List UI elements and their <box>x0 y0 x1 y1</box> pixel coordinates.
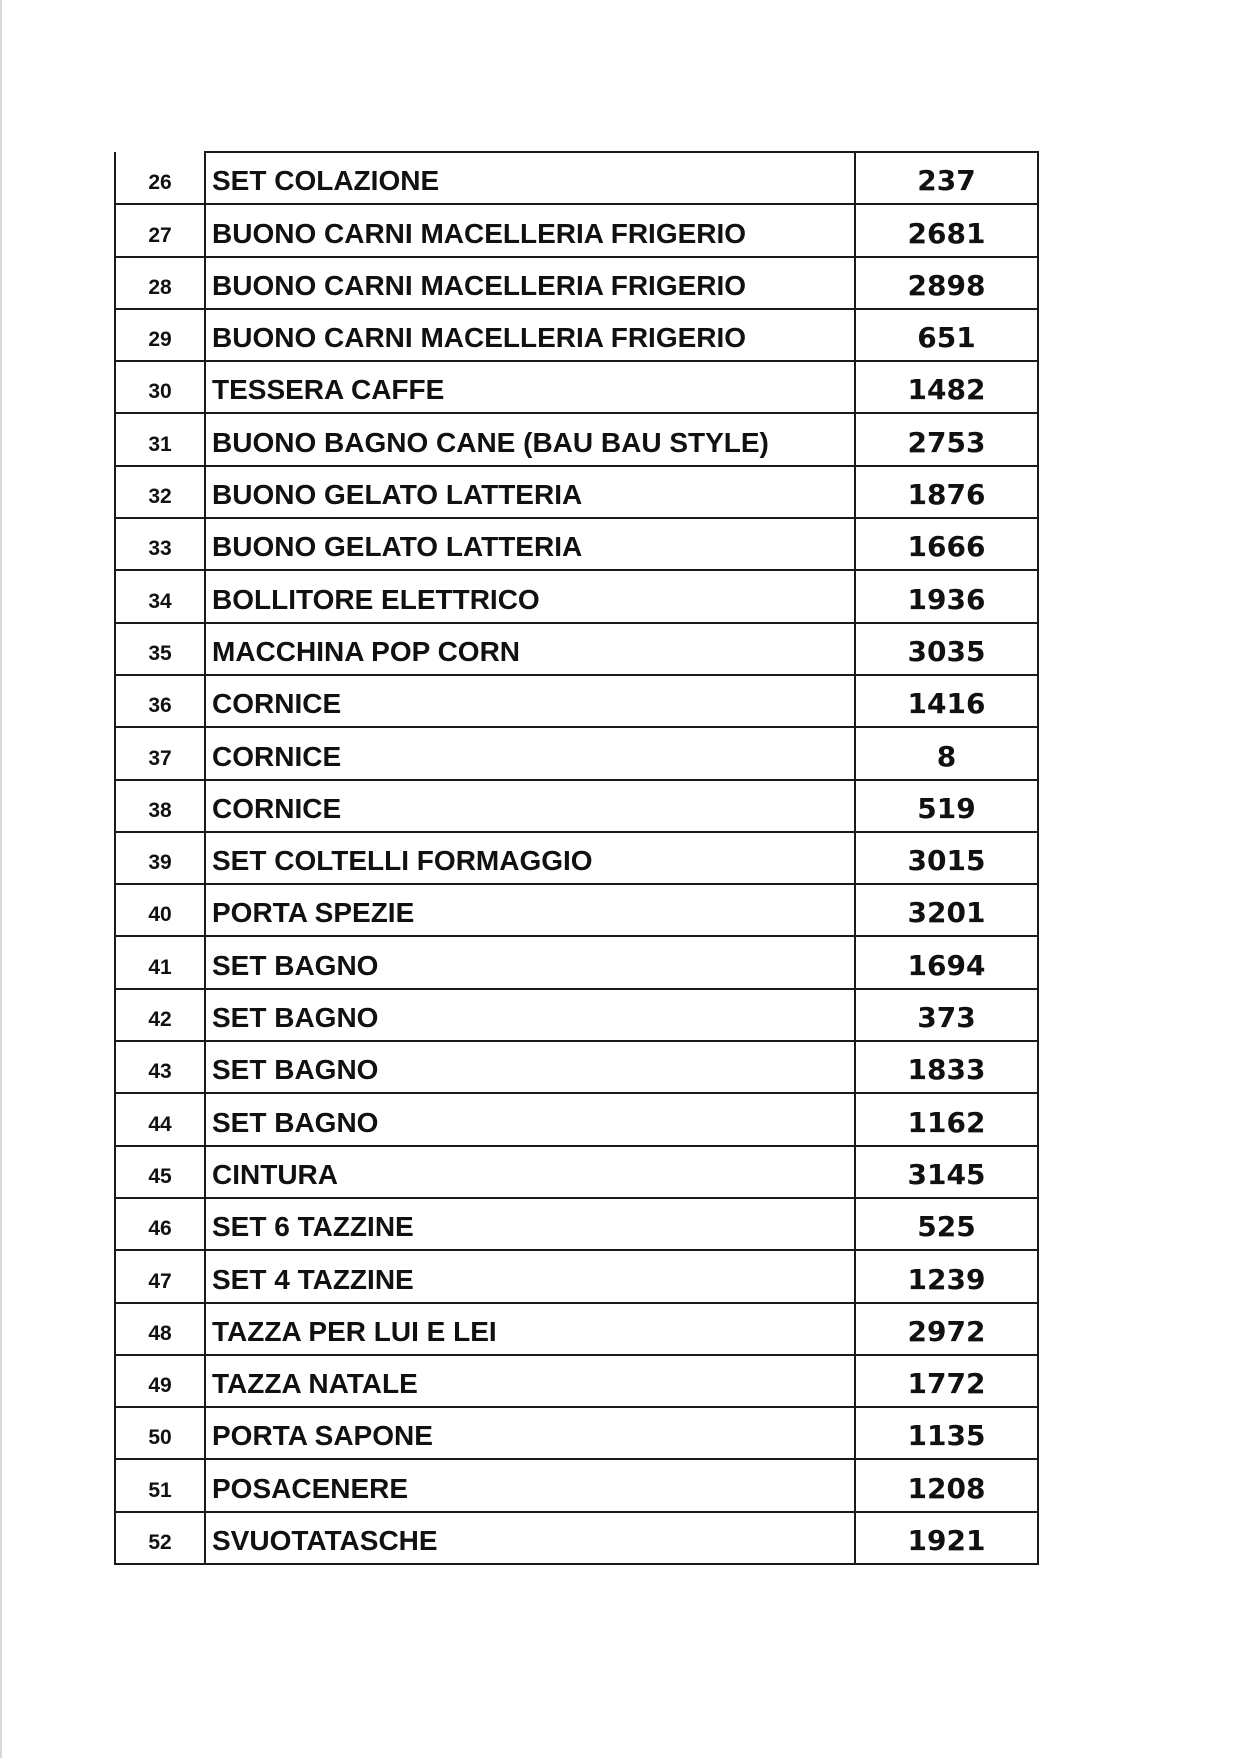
prize-name: SET BAGNO <box>205 989 855 1041</box>
prize-name: CORNICE <box>205 780 855 832</box>
prize-name: PORTA SPEZIE <box>205 884 855 936</box>
page-edge <box>0 0 2 1758</box>
winning-ticket-number: 1936 <box>855 570 1038 622</box>
winning-ticket-number: 1772 <box>855 1355 1038 1407</box>
winning-ticket-number: 1239 <box>855 1250 1038 1302</box>
winning-ticket-number: 3035 <box>855 623 1038 675</box>
winning-ticket-number: 1416 <box>855 675 1038 727</box>
winning-ticket-number: 1135 <box>855 1407 1038 1459</box>
winning-ticket-number: 3015 <box>855 832 1038 884</box>
prize-name: SET BAGNO <box>205 1093 855 1145</box>
table-row <box>115 884 1038 936</box>
table-row <box>115 570 1038 622</box>
row-number: 33 <box>115 518 205 570</box>
prize-name: SET 4 TAZZINE <box>205 1250 855 1302</box>
row-number: 29 <box>115 309 205 361</box>
table-row <box>115 1093 1038 1145</box>
table-row <box>115 466 1038 518</box>
table-row <box>115 1459 1038 1511</box>
winning-ticket-number: 525 <box>855 1198 1038 1250</box>
prize-table <box>114 151 1039 1565</box>
table-row <box>115 204 1038 256</box>
row-number: 42 <box>115 989 205 1041</box>
winning-ticket-number: 1694 <box>855 936 1038 988</box>
prize-name: SET BAGNO <box>205 936 855 988</box>
prize-name: SET BAGNO <box>205 1041 855 1093</box>
table-row <box>115 257 1038 309</box>
row-number: 35 <box>115 623 205 675</box>
table-row <box>115 936 1038 988</box>
prize-name: BUONO CARNI MACELLERIA FRIGERIO <box>205 204 855 256</box>
winning-ticket-number: 1876 <box>855 466 1038 518</box>
prize-name: MACCHINA POP CORN <box>205 623 855 675</box>
winning-ticket-number: 651 <box>855 309 1038 361</box>
row-number: 43 <box>115 1041 205 1093</box>
prize-name: CINTURA <box>205 1146 855 1198</box>
table-row <box>115 413 1038 465</box>
winning-ticket-number: 1833 <box>855 1041 1038 1093</box>
prize-name: TAZZA PER LUI E LEI <box>205 1303 855 1355</box>
winning-ticket-number: 373 <box>855 989 1038 1041</box>
table-row <box>115 1146 1038 1198</box>
winning-ticket-number: 1666 <box>855 518 1038 570</box>
prize-name: BUONO BAGNO CANE (BAU BAU STYLE) <box>205 413 855 465</box>
table-row <box>115 152 1038 204</box>
table-row <box>115 361 1038 413</box>
table-row <box>115 1198 1038 1250</box>
table-row <box>115 309 1038 361</box>
prize-name: TESSERA CAFFE <box>205 361 855 413</box>
prize-name: BOLLITORE ELETTRICO <box>205 570 855 622</box>
row-number: 46 <box>115 1198 205 1250</box>
winning-ticket-number: 2753 <box>855 413 1038 465</box>
winning-ticket-number: 2681 <box>855 204 1038 256</box>
prize-name: BUONO GELATO LATTERIA <box>205 466 855 518</box>
table-row <box>115 780 1038 832</box>
prize-rows <box>115 152 1038 1564</box>
prize-name: TAZZA NATALE <box>205 1355 855 1407</box>
prize-name: SVUOTATASCHE <box>205 1512 855 1564</box>
row-number: 32 <box>115 466 205 518</box>
table-row <box>115 1512 1038 1564</box>
prize-name: PORTA SAPONE <box>205 1407 855 1459</box>
prize-name: BUONO CARNI MACELLERIA FRIGERIO <box>205 309 855 361</box>
row-number: 36 <box>115 675 205 727</box>
table-row <box>115 675 1038 727</box>
table-row <box>115 1250 1038 1302</box>
winning-ticket-number: 3145 <box>855 1146 1038 1198</box>
winning-ticket-number: 3201 <box>855 884 1038 936</box>
row-number: 31 <box>115 413 205 465</box>
prize-name: BUONO GELATO LATTERIA <box>205 518 855 570</box>
winning-ticket-number: 1208 <box>855 1459 1038 1511</box>
table-row <box>115 1407 1038 1459</box>
winning-ticket-number: 2972 <box>855 1303 1038 1355</box>
winning-ticket-number: 2898 <box>855 257 1038 309</box>
row-number: 38 <box>115 780 205 832</box>
table-row <box>115 1041 1038 1093</box>
row-number: 39 <box>115 832 205 884</box>
table-row <box>115 832 1038 884</box>
winning-ticket-number: 1921 <box>855 1512 1038 1564</box>
row-number: 45 <box>115 1146 205 1198</box>
table-row <box>115 518 1038 570</box>
winning-ticket-number: 519 <box>855 780 1038 832</box>
row-number: 51 <box>115 1459 205 1511</box>
row-number: 34 <box>115 570 205 622</box>
prize-name: CORNICE <box>205 727 855 779</box>
prize-name: SET COLAZIONE <box>205 152 855 204</box>
row-number: 30 <box>115 361 205 413</box>
table-row <box>115 727 1038 779</box>
row-number: 26 <box>115 152 205 204</box>
row-number: 47 <box>115 1250 205 1302</box>
winning-ticket-number: 1162 <box>855 1093 1038 1145</box>
winning-ticket-number: 8 <box>855 727 1038 779</box>
winning-ticket-number: 237 <box>855 152 1038 204</box>
row-number: 40 <box>115 884 205 936</box>
prize-name: POSACENERE <box>205 1459 855 1511</box>
prize-name: BUONO CARNI MACELLERIA FRIGERIO <box>205 257 855 309</box>
prize-name: SET 6 TAZZINE <box>205 1198 855 1250</box>
table-row <box>115 623 1038 675</box>
row-number: 41 <box>115 936 205 988</box>
row-number: 52 <box>115 1512 205 1564</box>
table-row <box>115 989 1038 1041</box>
prize-name: SET COLTELLI FORMAGGIO <box>205 832 855 884</box>
row-number: 48 <box>115 1303 205 1355</box>
row-number: 37 <box>115 727 205 779</box>
row-number: 28 <box>115 257 205 309</box>
row-number: 50 <box>115 1407 205 1459</box>
row-number: 44 <box>115 1093 205 1145</box>
row-number: 49 <box>115 1355 205 1407</box>
winning-ticket-number: 1482 <box>855 361 1038 413</box>
row-number: 27 <box>115 204 205 256</box>
table-row <box>115 1355 1038 1407</box>
prize-name: CORNICE <box>205 675 855 727</box>
table-row <box>115 1303 1038 1355</box>
